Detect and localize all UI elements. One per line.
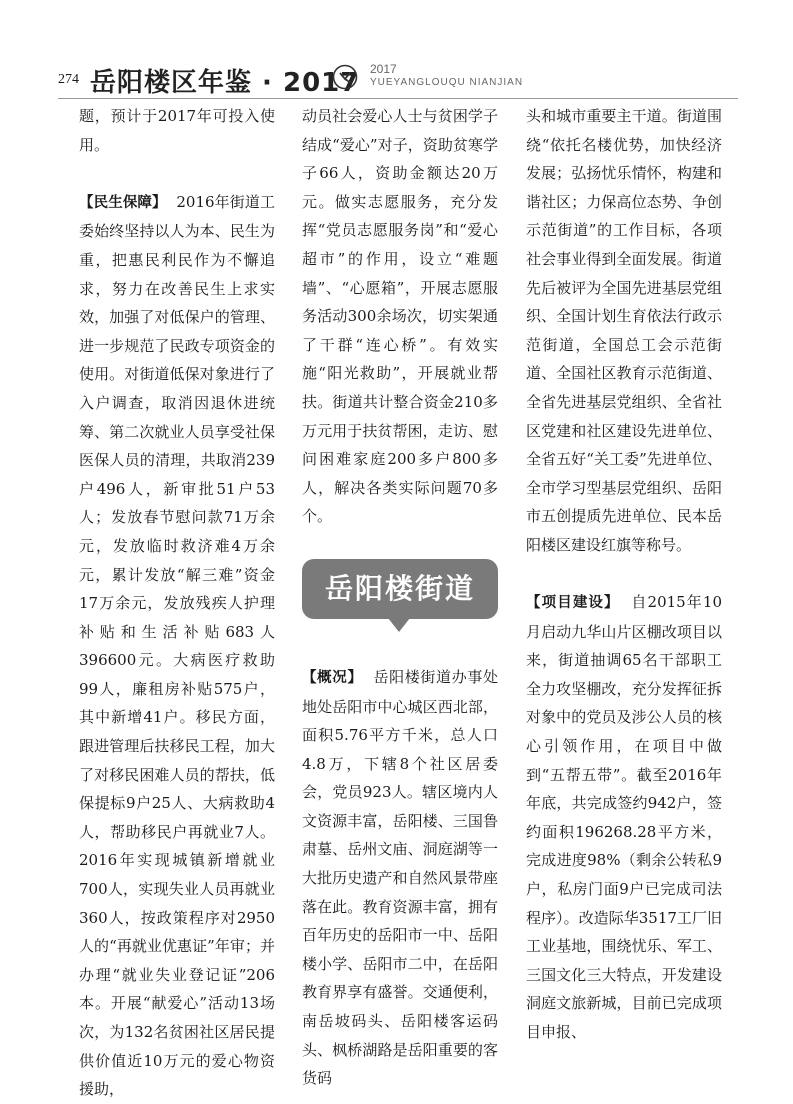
header-year: 2017 xyxy=(370,62,397,76)
header-pinyin: YUEYANGLOUQU NIANJIAN xyxy=(370,77,524,88)
paragraph xyxy=(302,663,498,1093)
section-label: 【民生保障】 xyxy=(79,194,167,211)
text-column-2 xyxy=(302,102,498,1093)
text-column-3 xyxy=(526,102,722,1047)
paragraph: 动员社会爱心人士与贫困学子结成“爱心”对子，资助贫寒学子66人，资助金额达20万元。做实志愿服务，充分发挥“党员志愿服务岗”和“爱心超市”的作用，设立“难题墙”、“心愿箱”，开展志愿服务活动300余场次，切实架通了干群“连心桥”。有效实施“阳光救助”，开展就业帮扶。街道共计整合资金210多万元用于扶贫帮困，走访、慰问困难家庭200多户800多人，解决各类实际问题70多个。 xyxy=(302,107,498,526)
page-number: 274 xyxy=(58,72,79,87)
page-header xyxy=(58,62,758,102)
section-banner-title: 岳阳楼街道 xyxy=(302,559,498,619)
section-banner xyxy=(302,559,498,663)
circled-arrow-icon xyxy=(332,64,358,90)
book-title: 岳阳楼区年鉴 · 2017 xyxy=(90,68,360,98)
paragraph: 头和城市重要主干道。街道围绕“依托名楼优势，加快经济发展；弘扬忧乐情怀，构建和谐社区；力保高位态势、争创示范街道”的工作目标，各项社会事业得到全面发展。街道先后被评为全国先进基层党组织、全国计划生育依法行政示范街道，全国总工会示范街道、全国社区教育示范街道、全省先进基层党组织、全省社区党建和社区建设先进单位、全省五好“关工委”先进单位、全市学习型基层党组织、岳阳市五创提质先进单位、民本岳阳楼区建设红旗等称号。 xyxy=(526,107,722,554)
section-label: 【项目建设】 xyxy=(526,595,620,612)
paragraph xyxy=(79,188,275,1104)
banner-pointer xyxy=(388,618,410,632)
text-column-1 xyxy=(79,102,275,1104)
paragraph-text: 自2015年10月启动九华山片区棚改项目以来，街道抽调65名干部职工全力攻坚棚改，充分发挥征拆对象中的党员及涉公人员的核心引领作用，在项目中做到“五帮五带”。截至2016年年底，共完成签约942户，签约面积196268.28平方米，完成进度98%（剩余公转私9户，私房门面9户已完成司法程序）。改造际华3517工厂旧工业基地，围绕忧乐、军工、三国文化三大特点，开发建设洞庭文旅新城，目前已完成项目申报、 xyxy=(526,593,723,1041)
paragraph: 题，预计于2017年可投入使用。 xyxy=(79,107,275,154)
paragraph-text: 岳阳楼街道办事处地处岳阳市中心城区西北部，面积5.76平方千米，总人口4.8万，下辖8个社区居委会，党员923人。辖区境内人文资源丰富，岳阳楼、三国鲁肃墓、岳州文庙、洞庭湖等一大批历史遗产和自然风景带座落在此。教育资源丰富，拥有百年历史的岳阳市一中、岳阳楼小学、岳阳市二中，在岳阳教育界享有盛誉。交通便利，南岳坡码头、岳阳楼客运码头、枫桥湖路是岳阳重要的客货码 xyxy=(302,667,498,1088)
paragraph-text: 2016年街道工委始终坚持以人为本、民生为重，把惠民利民作为不懈追求，努力在改善民生上求实效，加强了对低保户的管理、进一步规范了民政专项资金的使用。对街道低保对象进行了入户调查，取消因退休进统筹、第二次就业人员享受社保医保人员的清理，共取消239户496人，新审批51户53人；发放春节慰问款71万余元，发放临时救济难4万余元，累计发放“解三难”资金17万余元，发放残疾人护理补贴和生活补贴683人396600元。大病医疗救助99人，廉租房补贴575户，其中新增41户。移民方面，跟进管理后扶移民工程，加大了对移民困难人员的帮扶，低保提标9户25人、大病救助4人，帮助移民户再就业7人。2016年实现城镇新增就业700人，实现失业人员再就业360人，按政策程序对2950人的“再就业优惠证”年审；并办理“就业失业登记证”206本。开展“献爱心”活动13场次，为132名贫困社区居民提供价值近10万元的爱心物资援助， xyxy=(79,192,275,1099)
paragraph xyxy=(526,588,722,1047)
section-label: 【概况】 xyxy=(302,669,363,686)
header-divider xyxy=(58,98,738,99)
